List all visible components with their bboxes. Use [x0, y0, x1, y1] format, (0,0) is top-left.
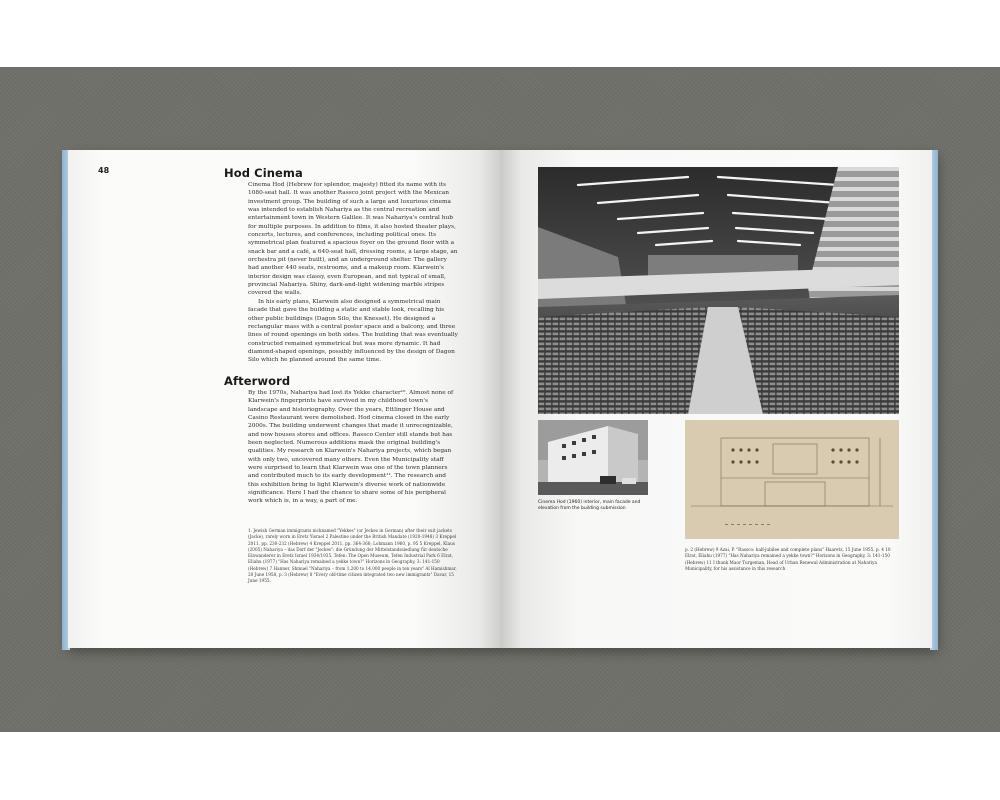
section-body-hod-cinema	[248, 181, 458, 365]
paragraph: Cinema Hod (Hebrew for splendor, majesty) fitted its name with its 1080-seat hall. It was another Rassco joint project with the Mexican investment group. The building of such a large and luxurious cinema was intended to establish Nahariya as the central recreation and entertainment town in Western Galilee. It was Nahariya's central hub for multiple purposes. In addition to films, it also hosted theater plays, concerts, lectures, and conferences, including political ones. Its symmetrical plan featured a spacious foyer on the ground floor with a snack bar and a café, a 640-seat hall, dressing rooms, a large stage, an orchestra pit (never built), and an underground shelter. The gallery had another 440 seats, restrooms, and a makeup room. Klarwein's interior design was classy, even European, and not typical of small, provincial Nahariya. Shiny, dark-and-light widening marble stripes covered the walls.	[248, 182, 458, 297]
paragraph: By the 1970s, Nahariya had lost its Yekke character¹⁰. Almost none of Klarwein's fingerprints have survived in my childhood town's landscape and historiography. Over the years, Ettlinger House and Casino Restaurant were demolished. Hod cinema closed in the early 2000s. The building underwent changes that made it unrecognizable, and now houses stores and offices. Rassco Center still stands but has been neglected. Numerous additions mask the original building's qualities. My research on Klarwein's Nahariya projects, which began with only two, uncovered many others. Even the Municipality staff were surprised to learn that Klarwein was one of the town planners and contributed much to its early development¹¹. The research and this exhibition bring to light Klarwein's diverse work of nationwide significance. Here I had the chance to share some of his peripheral work which is, in a way, a part of me.	[248, 390, 454, 505]
footnotes-right: p. 2 (Hebrew) 9 Azai, P. "Rassco: half-jubilee and complete plans" Haaretz, 15 June 1955, p. 4 10 Elrat, Eliahu (1977) "Has Nahariya remained a yekke town?" Horizons in Geography, 3: 141-150 (Hebrew) 11 I thank Maor Turgeman, Head of Urban Renewal Administration at Nahariya Municipality, for his assistance in this research	[685, 547, 891, 571]
cinema-interior-photo	[538, 167, 899, 414]
section-title-hod-cinema: Hod Cinema	[224, 166, 303, 180]
elevation-drawing	[685, 420, 899, 539]
section-body-afterword	[248, 389, 458, 506]
facade-illustration	[538, 420, 648, 495]
section-title-afterword: Afterword	[224, 374, 291, 388]
image-caption: Cinema Hod (1960) interior, main facade and elevation from the building submission	[538, 500, 641, 512]
cinema-interior-illustration	[538, 167, 899, 414]
facade-photo	[538, 420, 648, 495]
footnotes-left: 1. Jewish German immigrants nicknamed "Yekkes" (or Jeckes in German) after their suit jackets (Jacke), rarely worn in Eretz Yisrael 2 Palestine under the British Mandate (1920-1948) 3 Kreppel 2011, pp. 230-232 (Hebrew) 4 Kreppel 2011, pp. 364-366; Lohmann 1960, p. 95 5 Kreppel, Klaus (2005) Nahariya – das Dorf der "Jeckes": die Gründung der Mittelstandssiedlung für deutsche Einwanderer in Eretz Israel 1934/1935. Tefen: The Open Museum, Tefen Industrial Park 6 Elrat, Eliahu (1977) "Has Nahariya remained a yekke town?" Horizons in Geography, 3: 141-150 (Hebrew) 7 Hanner, Shmuel "Nahariya – from 1,200 to 14,000 people in ten years" Al Hamishmar, 20 June 1958, p. 3 (Hebrew) 8 "Every old-time citizen integrated two new immigrants" Davar, 15 June 1955,	[248, 528, 457, 584]
elevation-illustration	[685, 420, 899, 539]
paragraph: In his early plans, Klarwein also designed a symmetrical main facade that gave the building a static and stable look, recalling his other public buildings (Dagon Silo, the Knesset). He designed a rectangular mass with a central poster space and a balcony, and three lines of round openings on both sides. The building that was eventually constructed remained symmetrical but was more dynamic. It had diamond-shaped openings, possibly influenced by the design of Dagon Silo which he planned around the same time.	[248, 298, 458, 364]
page-number: 48	[98, 166, 110, 175]
